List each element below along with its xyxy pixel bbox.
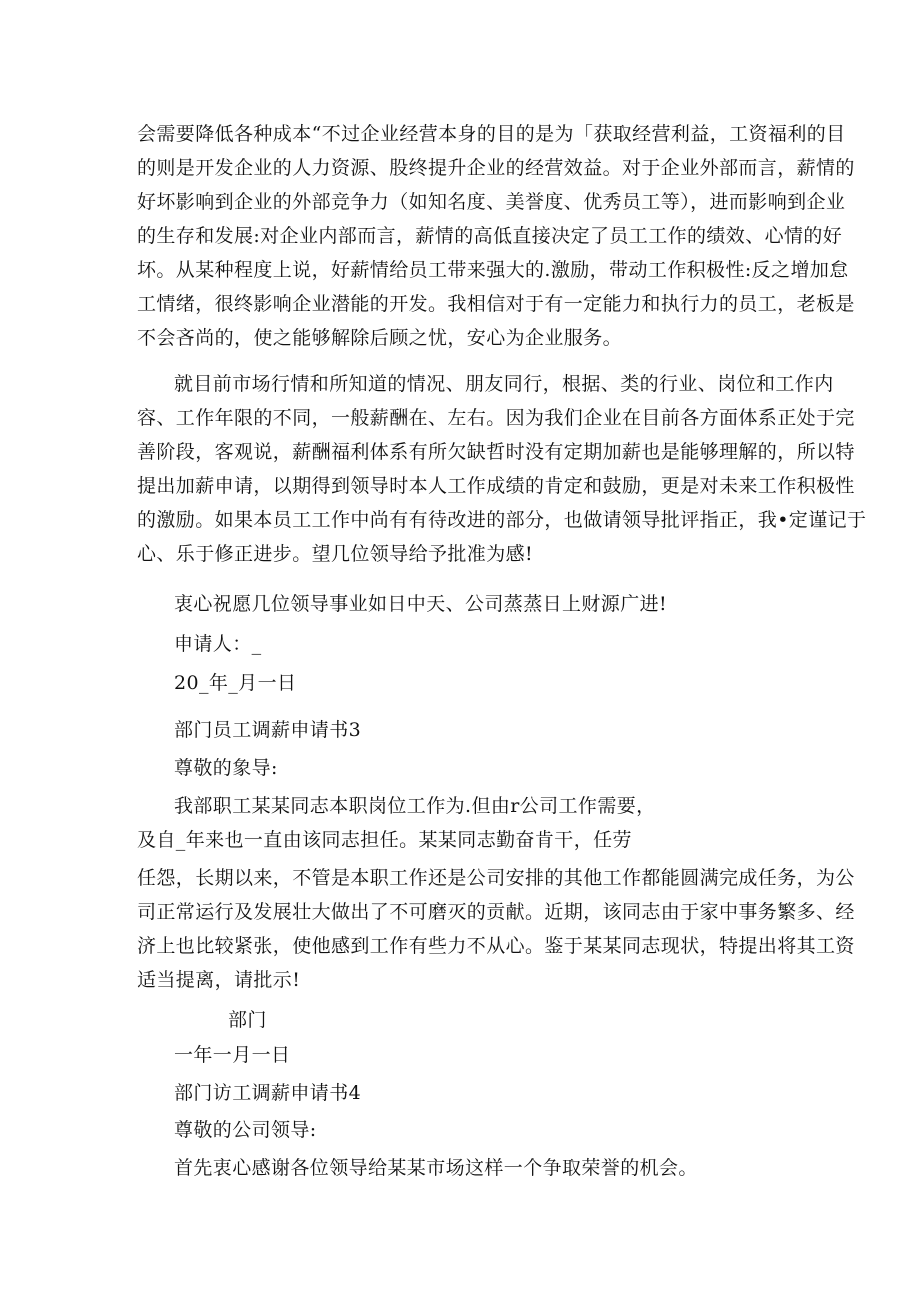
body-text-line: 的生存和发展:对企业内部而言，薪情的高低直接决定了员工工作的绩效、心情的好 xyxy=(137,225,843,247)
body-text-line: 及自_年来也一直由该同志担任。某某同志勤奋肯干，任劳 xyxy=(137,829,632,851)
body-text-line: 提出加薪申请，以期得到领导时本人工作成绩的肯定和鼓励，更是对未来工作积极性 xyxy=(137,475,855,497)
body-text-line: 容、工作年限的不同，一般薪酬在、左右。因为我们企业在目前各方面体系正处于完 xyxy=(137,407,855,429)
body-text-line: 的则是开发企业的人力资源、股终提升企业的经营效益。对于企业外部而言，薪情的 xyxy=(137,157,855,179)
date-line: 20_年_月一日 xyxy=(174,672,297,694)
body-text-line: 善阶段，客观说，薪酬福利体系有所欠缺哲时没有定期加薪也是能够理解的，所以特 xyxy=(137,441,855,463)
body-text-line: 任怨，长期以来，不管是本职工作还是公司安排的其他工作都能圆满完成任务，为公 xyxy=(137,867,855,889)
body-text-line: 的激励。如果本员工工作中尚有有待改进的部分，也做请领导批评指正，我•定谨记于 xyxy=(137,509,867,531)
body-text-line: 会需要降低各种成本“不过企业经营本身的目的是为「获取经营利益，工资福利的目 xyxy=(137,123,846,145)
salutation: 尊敬的公司领导: xyxy=(174,1119,317,1141)
body-text-line: 就目前市场行情和所知道的情况、朋友同行，根据、类的行业、岗位和工作内 xyxy=(174,373,834,395)
section-title: 部门访工调薪申请书4 xyxy=(174,1082,362,1104)
date-line: 一年一月一日 xyxy=(174,1044,291,1066)
body-text-line: 工情绪，很终影响企业潜能的开发。我相信对于有一定能力和执行力的员工，老板是 xyxy=(137,293,855,315)
body-text-line: 司正常运行及发展壮大做出了不可磨灭的贡献。近期，该同志由于家中事务繁多、经 xyxy=(137,901,855,923)
applicant-label: 申请人：_ xyxy=(174,633,262,655)
body-text-line: 我部职工某某同志本职岗位工作为.但由r公司工作需要， xyxy=(174,795,656,817)
department-signature: 部门 xyxy=(228,1009,267,1031)
closing-wish: 衷心祝愿几位领导事业如日中天、公司蒸蒸日上财源广进! xyxy=(174,593,668,615)
body-text-line: 不会吝尚的，使之能够解除后顾之忧，安心为企业服务。 xyxy=(137,327,623,349)
salutation: 尊敬的象导: xyxy=(174,757,278,779)
body-text-line: 济上也比较紧张，使他感到工作有些力不从心。鉴于某某同志现状，特提出将其工资 xyxy=(137,935,855,957)
section-title: 部门员工调薪申请书3 xyxy=(174,719,362,741)
body-text-line: 心、乐于修正进步。望几位领导给予批准为感! xyxy=(137,543,534,565)
body-text-line: 首先衷心感谢各位领导给某某市场这样一个争取荣誉的机会。 xyxy=(174,1157,698,1179)
body-text-line: 适当提离，请批示! xyxy=(137,969,301,991)
body-text-line: 好坏影响到企业的外部竞争力（如知名度、美誉度、优秀员工等），进而影响到企业 xyxy=(137,191,846,213)
body-text-line: 坏。从某种程度上说，好薪情给员工带来强大的.激励，带动工作积极性:反之增加怠 xyxy=(137,259,849,281)
